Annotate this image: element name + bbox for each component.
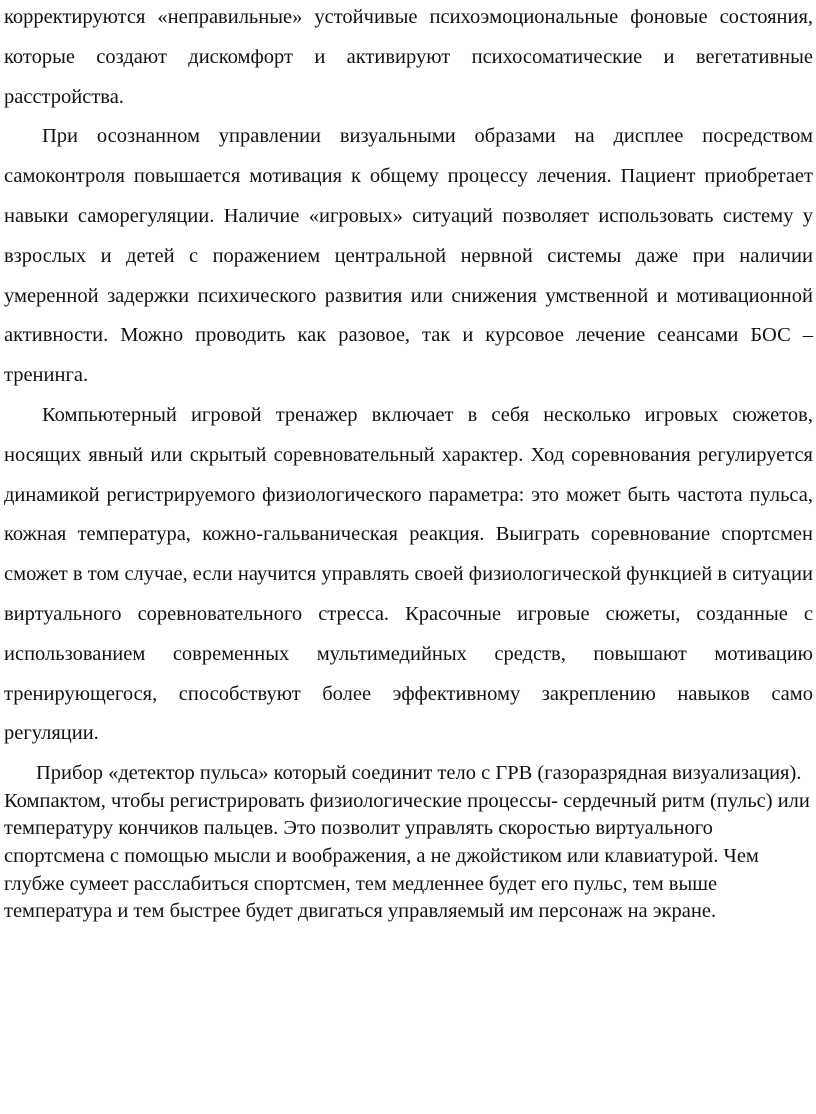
- paragraph-4: Прибор «детектор пульса» который соединит тело с ГРВ (газоразрядная визуализация). Компактом, чтобы регистрировать физиологические процессы- сердечный ритм (пульс) или температуру кончиков пальцев. Это позволит управлять скоростью виртуального спортсмена с помощью мысли и воображения, а не джойстиком или клавиатурой. Чем глубже сумеет расслабиться спортсмен, тем медленнее будет его пульс, тем выше температура и тем быстрее будет двигаться управляемый им персонаж на экране.: [4, 762, 810, 923]
- paragraph-1: корректируются «неправильные» устойчивые психоэмоциональные фоновые состояния, которые создают дискомфорт и активируют психосоматические и вегетативные расстройства.: [4, 6, 813, 108]
- paragraph-2: При осознанном управлении визуальными образами на дисплее посредством самоконтроля повышается мотивация к общему процессу лечения. Пациент приобретает навыки саморегуляции. Наличие «игровых» ситуаций позволяет использовать систему у взрослых и детей с поражением центральной нервной системы даже при наличии умеренной задержки психического развития или снижения умственной и мотивационной активности. Можно проводить как разовое, так и курсовое лечение сеансами БОС – тренинга.: [4, 125, 813, 387]
- paragraph-3: Компьютерный игровой тренажер включает в себя несколько игровых сюжетов, носящих явный или скрытый соревновательный характер. Ход соревнования регулируется динамикой регистрируемого физиологического параметра: это может быть частота пульса, кожная температура, кожно-гальваническая реакция. Выиграть соревнование спортсмен сможет в том случае, если научится управлять своей физиологической функцией в ситуации виртуального соревновательного стресса. Красочные игровые сюжеты, созданные с использованием современных мультимедийных средств, повышают мотивацию тренирующегося, способствуют более эффективному закреплению навыков само регуляции.: [4, 403, 813, 745]
